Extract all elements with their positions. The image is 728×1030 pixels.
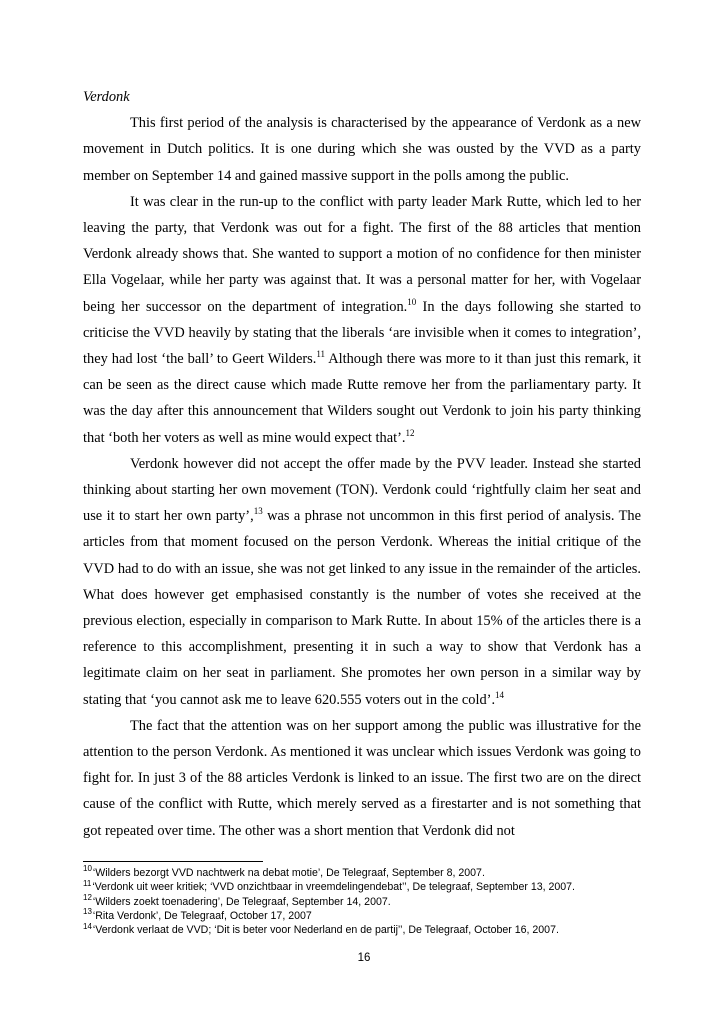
footnote-text: ‘Wilders bezorgt VVD nachtwerk na debat motie’, De Telegraaf, September 8, 2007.	[92, 867, 485, 879]
footnote-text: ‘Wilders zoekt toenadering’, De Telegraaf, September 14, 2007.	[92, 895, 391, 908]
paragraph-3-text-b: was a phrase not uncommon in this first period of analysis. The articles from that moment focused on the person Verdonk. Whereas the initial critique of the VVD had to do with an issue, she was not get linked to any issue in the remainder of the articles. What does however get emphasised constantly is the number of votes she received at the previous election, especially in comparison to Mark Rutte. In about 15% of the articles there is a reference to this accomplishment, presenting it in such a way to show that Verdonk has a legitimate claim on her seat in parliament. She promotes her own person in a similar way by stating that ‘you cannot ask me to leave 620.555 voters out in the cold’.	[83, 508, 641, 708]
footnote-number: 12	[83, 893, 92, 903]
footnotes	[83, 866, 683, 937]
footnote-item	[83, 923, 683, 937]
footnote-number: 13	[83, 907, 92, 917]
footnote-ref-13[interactable]: 13	[253, 506, 263, 517]
footnote-number: 11	[83, 878, 92, 888]
paragraph-4	[83, 713, 641, 844]
footnote-item	[83, 866, 683, 880]
footnote-item	[83, 880, 683, 894]
footnote-number: 10	[83, 864, 92, 874]
footnote-item	[83, 895, 683, 909]
footnote-item	[83, 909, 683, 923]
paragraph-1-text: This first period of the analysis is characterised by the appearance of Verdonk as a new movement in Dutch politics. It is one during which she was ousted by the VVD as a party member on September 14 and gained massive support in the polls among the public.	[83, 115, 641, 184]
paragraph-2-text-c: Although there was more to it than just this remark, it can be seen as the direct cause which made Rutte remove her from the parliamentary party. It was the day after this announcement that Wilders sought out Verdonk to join his party thinking that ‘both her voters as well as mine would expect that’.	[83, 351, 641, 446]
paragraph-3	[83, 451, 641, 713]
paragraph-4-text: The fact that the attention was on her support among the public was illustrative for the attention to the person Verdonk. As mentioned it was unclear which issues Verdonk was going to fight for. In just 3 of the 88 articles Verdonk is linked to an issue. The first two are on the direct cause of the conflict with Rutte, which merely served as a firestarter and is not something that got repeated over time. The other was a short mention that Verdonk did not	[83, 717, 641, 839]
paragraph-2	[83, 189, 641, 451]
footnote-ref-10[interactable]: 10	[407, 296, 417, 307]
paragraph-3-text-a: Verdonk however did not accept the offer made by the PVV leader. Instead she started thinking about starting her own movement (TON). Verdonk could ‘rightfully claim her seat and use it to start her own party’,	[83, 455, 641, 525]
footnote-number: 14	[83, 921, 92, 931]
footnote-text: ‘Rita Verdonk’, De Telegraaf, October 17, 2007	[92, 909, 312, 922]
footnote-text: ‘Verdonk verlaat de VVD; ‘Dit is beter voor Nederland en de partij’’, De Telegraaf, October 16, 2007.	[92, 924, 559, 937]
footnote-ref-11[interactable]: 11	[316, 349, 326, 360]
page-number: 16	[357, 952, 371, 964]
footnote-separator	[83, 861, 263, 862]
body-text	[83, 84, 641, 844]
paragraph-1	[83, 110, 641, 189]
footnote-text: ‘Verdonk uit weer kritiek; ‘VVD onzichtbaar in vreemdelingendebat’’, De telegraaf, September 13, 2007.	[92, 881, 575, 894]
paragraph-2-text-b: In the days following she started to criticise the VVD heavily by stating that the liberals ‘are invisible when it comes to integration’, they had lost ‘the ball’ to Geert Wilders.	[83, 298, 641, 368]
footnote-ref-12[interactable]: 12	[405, 427, 415, 438]
footnote-ref-14[interactable]: 14	[495, 689, 505, 700]
section-heading: Verdonk	[83, 89, 130, 105]
paragraph-2-text-a: It was clear in the run-up to the conflict with party leader Mark Rutte, which led to her leaving the party, that Verdonk was out for a fight. The first of the 88 articles that mention Verdonk already shows that. She wanted to support a motion of no confidence for then minister Ella Vogelaar, while her party was against that. It was a personal matter for her, with Vogelaar being her successor on the department of integration.	[83, 193, 641, 315]
